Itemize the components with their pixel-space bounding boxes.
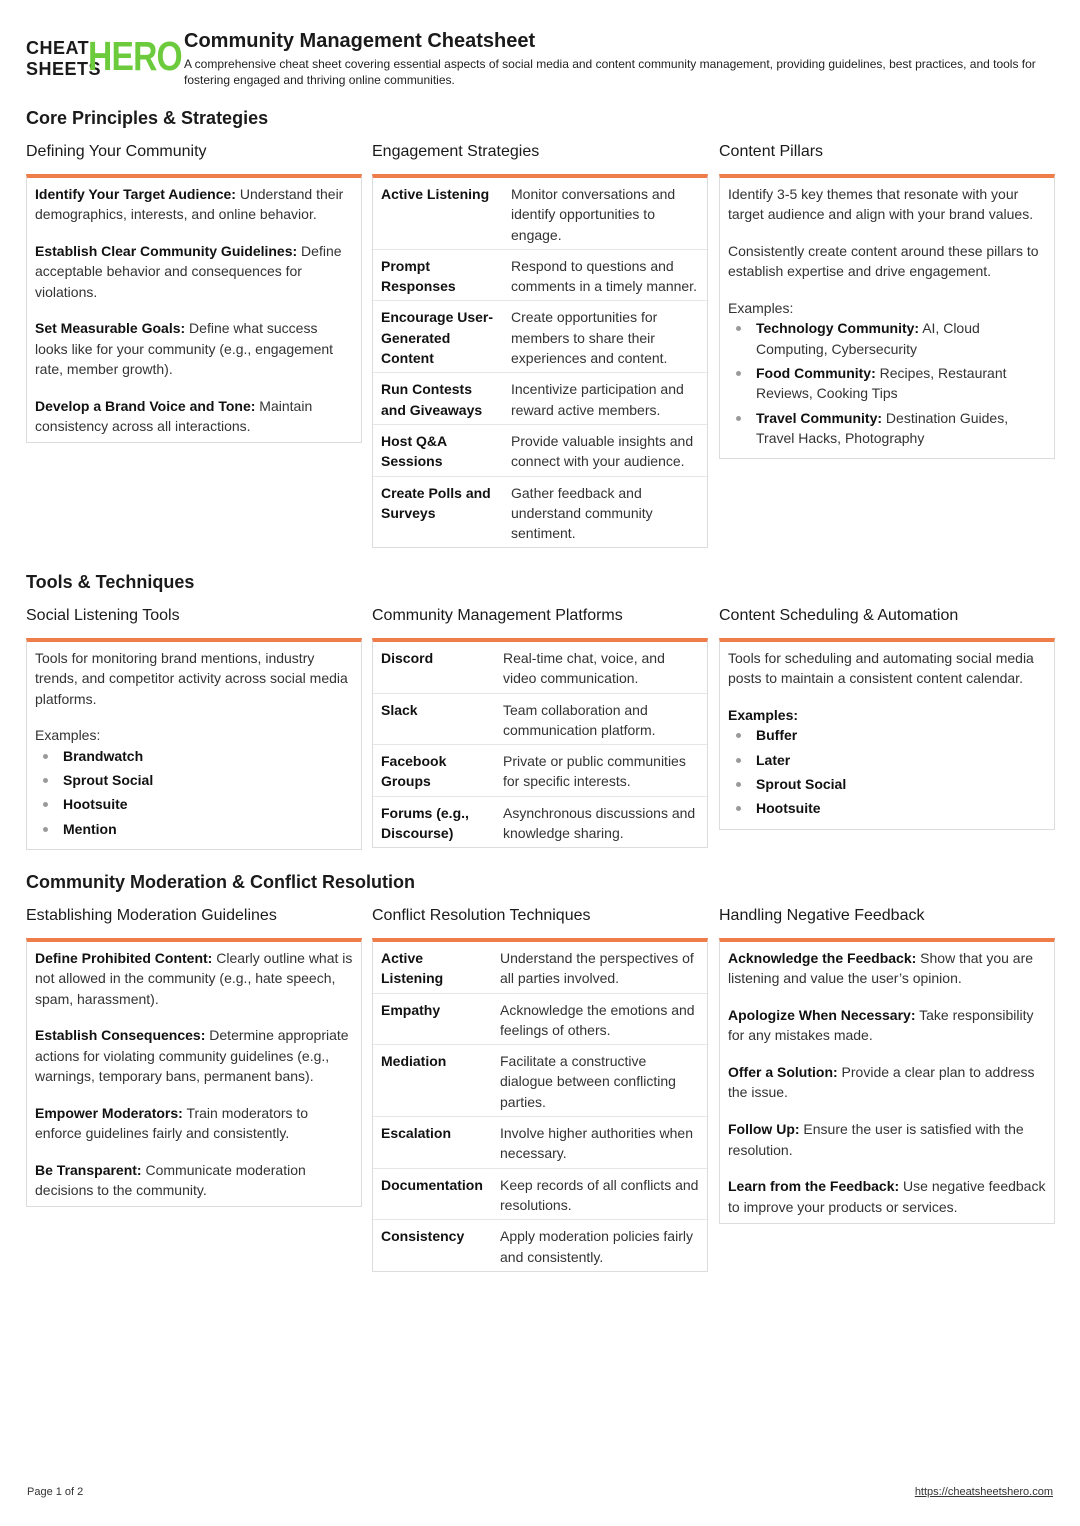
card-title: Establishing Moderation Guidelines (26, 907, 277, 924)
examples-label: Examples: (35, 727, 101, 744)
card-title: Conflict Resolution Techniques (372, 907, 591, 924)
examples-label: Examples: (728, 707, 799, 724)
list-item: Empower Moderators: Train moderators to enforce guidelines fairly and consistently. (35, 1104, 309, 1142)
card-body (719, 174, 1055, 459)
platforms-table (373, 642, 707, 847)
list-item: Learn from the Feedback: Use negative feedback to improve your products or services. (728, 1178, 1046, 1215)
paragraph: Identify 3-5 key themes that resonate with your target audience and align with your brand values. (728, 186, 1034, 223)
examples-list (35, 746, 353, 839)
list-item: Sprout Social (728, 774, 1046, 794)
table-row: Host Q&A Sessions Provide valuable insights and connect with your audience. (373, 424, 707, 476)
card-body (26, 638, 362, 850)
card-title: Content Scheduling & Automation (719, 607, 959, 624)
page-title: Community Management Cheatsheet (184, 30, 536, 52)
examples-list (728, 725, 1046, 818)
list-item: Food Community: Recipes, Restaurant Reviews, Cooking Tips (728, 363, 1046, 404)
table-row: Empathy Acknowledge the emotions and feelings of others. (373, 993, 707, 1045)
title-block (184, 28, 1056, 88)
table-row: Consistency Apply moderation policies fairly and consistently. (373, 1220, 707, 1271)
card-negative-feedback (719, 906, 1055, 1224)
card-community-platforms (372, 606, 708, 848)
list-item: Hootsuite (35, 794, 353, 814)
examples-list (728, 318, 1046, 448)
table-row: Forums (e.g., Discourse) Asynchronous discussions and knowledge sharing. (373, 796, 707, 847)
paragraph: Consistently create content around these pillars to establish expertise and drive engagement. (728, 243, 1039, 280)
card-body (719, 938, 1055, 1224)
card-title: Content Pillars (719, 143, 824, 160)
card-title: Community Management Platforms (372, 607, 623, 624)
list-item: Acknowledge the Feedback: Show that you are listening and value the user’s opinion. (728, 950, 1034, 987)
list-item: Later (728, 750, 1046, 770)
table-row: Prompt Responses Respond to questions and comments in a timely manner. (373, 249, 707, 301)
site-link[interactable]: https://cheatsheetshero.com (914, 1486, 1053, 1498)
section-title-moderation: Community Moderation & Conflict Resolution (26, 872, 415, 892)
list-item: Sprout Social (35, 770, 353, 790)
list-item: Brandwatch (35, 746, 353, 766)
table-row: Facebook Groups Private or public communities for specific interests. (373, 745, 707, 797)
list-item: Technology Community: AI, Cloud Computing, Cybersecurity (728, 318, 1046, 359)
page-description: A comprehensive cheat sheet covering essential aspects of social media and content community management, providing guidelines, best practices, and tools for fostering engaged and thriving online communities. (184, 57, 1036, 87)
card-body (372, 638, 708, 848)
engagement-table (373, 178, 707, 547)
list-item: Apologize When Necessary: Take responsibility for any mistakes made. (728, 1007, 1034, 1044)
paragraph: Tools for scheduling and automating social media posts to maintain a consistent content calendar. (728, 650, 1034, 687)
card-content-scheduling (719, 606, 1055, 830)
examples-label: Examples: (728, 300, 794, 317)
card-conflict-resolution (372, 906, 708, 1272)
list-item: Develop a Brand Voice and Tone: Maintain consistency across all interactions. (35, 397, 313, 435)
card-title: Engagement Strategies (372, 143, 540, 160)
logo-hero: HERO (88, 33, 182, 79)
card-social-listening-tools (26, 606, 362, 850)
section-title-core: Core Principles & Strategies (26, 108, 269, 128)
table-row: Slack Team collaboration and communication platform. (373, 693, 707, 745)
list-item: Identify Your Target Audience: Understand their demographics, interests, and online behavior. (35, 186, 344, 223)
card-title: Social Listening Tools (26, 607, 180, 624)
list-item: Hootsuite (728, 798, 1046, 818)
paragraph: Tools for monitoring brand mentions, industry trends, and competitor activity across social media platforms. (35, 650, 348, 707)
card-body (719, 638, 1055, 830)
card-moderation-guidelines (26, 906, 362, 1207)
list-item: Follow Up: Ensure the user is satisfied with the resolution. (728, 1121, 1024, 1158)
list-item: Set Measurable Goals: Define what success looks like for your community (e.g., engagement rate, member growth). (35, 320, 334, 378)
table-row: Discord Real-time chat, voice, and video communication. (381, 650, 665, 687)
table-row: Active Listening Monitor conversations and identify opportunities to engage. (381, 186, 676, 243)
card-engagement-strategies (372, 142, 708, 548)
conflict-table (373, 942, 707, 1271)
card-content-pillars (719, 142, 1055, 459)
list-item: Travel Community: Destination Guides, Travel Hacks, Photography (728, 408, 1046, 449)
table-row: Active Listening Understand the perspectives of all parties involved. (381, 950, 694, 987)
table-row: Documentation Keep records of all conflicts and resolutions. (373, 1168, 707, 1220)
page-number: Page 1 of 2 (27, 1486, 84, 1498)
table-row: Escalation Involve higher authorities when necessary. (373, 1117, 707, 1169)
card-body (26, 174, 362, 443)
header (26, 28, 1056, 92)
list-item: Define Prohibited Content: Clearly outline what is not allowed in the community (e.g., hate speech, spam, harassment). (35, 950, 353, 1007)
logo-line-cheat: CHEAT (26, 38, 90, 58)
list-item: Buffer (728, 725, 1046, 745)
logo-line-sheets: SHEETS (26, 59, 102, 79)
list-item: Offer a Solution: Provide a clear plan to address the issue. (728, 1064, 1035, 1101)
card-defining-community (26, 142, 362, 443)
table-row: Encourage User-Generated Content Create opportunities for members to share their experiences and content. (373, 301, 707, 373)
list-item: Establish Clear Community Guidelines: Define acceptable behavior and consequences for violations. (35, 243, 342, 300)
table-row: Mediation Facilitate a constructive dialogue between conflicting parties. (373, 1045, 707, 1117)
card-body (26, 938, 362, 1207)
table-row: Create Polls and Surveys Gather feedback and understand community sentiment. (373, 476, 707, 547)
section-title-tools: Tools & Techniques (26, 572, 195, 592)
card-body (372, 938, 708, 1272)
card-title: Handling Negative Feedback (719, 907, 925, 924)
card-title: Defining Your Community (26, 143, 207, 160)
list-item: Establish Consequences: Determine appropriate actions for violating community guidelines (e.g., warnings, temporary bans, permanent bans). (35, 1027, 349, 1084)
list-item: Be Transparent: Communicate moderation decisions to the community. (35, 1161, 306, 1199)
table-row: Run Contests and Giveaways Incentivize participation and reward active members. (373, 373, 707, 425)
list-item: Mention (35, 819, 353, 839)
card-body (372, 174, 708, 548)
cheatsheets-hero-logo[interactable] (26, 33, 182, 80)
